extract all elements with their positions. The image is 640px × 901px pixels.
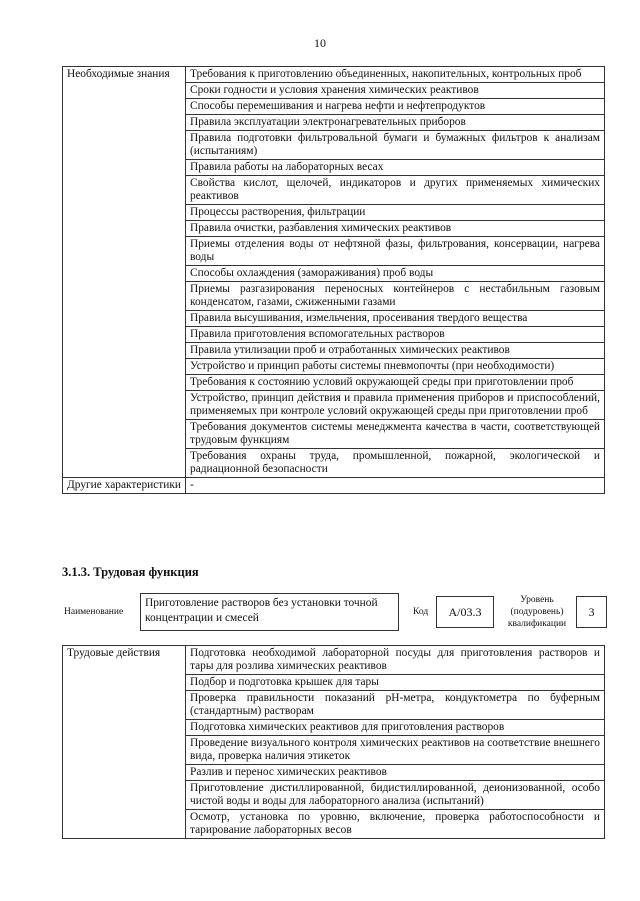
knowledge-item: Способы перемешивания и нагрева нефти и нефтепродуктов bbox=[186, 99, 605, 115]
action-item: Разлив и перенос химических реактивов bbox=[186, 765, 605, 781]
table-row bbox=[63, 646, 605, 675]
knowledge-item: Требования к состоянию условий окружающей среды при приготовлении проб bbox=[186, 375, 605, 391]
knowledge-table bbox=[62, 66, 605, 494]
code-value: A/03.3 bbox=[436, 596, 494, 628]
function-header bbox=[62, 593, 605, 633]
knowledge-item: Правила высушивания, измельчения, просеивания твердого вещества bbox=[186, 311, 605, 327]
level-value: 3 bbox=[576, 596, 607, 628]
knowledge-item: Устройство и принцип работы системы пневмопочты (при необходимости) bbox=[186, 359, 605, 375]
action-item: Подбор и подготовка крышек для тары bbox=[186, 675, 605, 691]
knowledge-item: Правила приготовления вспомогательных растворов bbox=[186, 327, 605, 343]
code-label: Код bbox=[413, 607, 429, 617]
table-row bbox=[63, 67, 605, 83]
name-label: Наименование bbox=[64, 607, 124, 617]
knowledge-item: Правила подготовки фильтровальной бумаги и бумажных фильтров к анализам (испытаниям) bbox=[186, 131, 605, 160]
action-item: Подготовка необходимой лабораторной посуды для приготовления растворов и тары для розлива химических реактивов bbox=[186, 646, 605, 675]
knowledge-item: Приемы разгазирования переносных контейнеров с нестабильным газовым конденсатом, газами, сжиженными газами bbox=[186, 282, 605, 311]
level-label: Уровень (подуровень) квалификации bbox=[507, 595, 567, 629]
other-value: - bbox=[186, 478, 605, 494]
actions-label: Трудовые действия bbox=[63, 646, 186, 839]
knowledge-item: Правила работы на лабораторных весах bbox=[186, 160, 605, 176]
page-number: 10 bbox=[314, 36, 326, 50]
knowledge-label: Необходимые знания bbox=[63, 67, 186, 478]
knowledge-item: Процессы растворения, фильтрации bbox=[186, 205, 605, 221]
actions-table bbox=[62, 645, 605, 839]
knowledge-item: Сроки годности и условия хранения химических реактивов bbox=[186, 83, 605, 99]
knowledge-item: Свойства кислот, щелочей, индикаторов и других применяемых химических реактивов bbox=[186, 176, 605, 205]
name-value: Приготовление растворов без установки точной концентрации и смесей bbox=[140, 593, 399, 631]
knowledge-item: Способы охлаждения (замораживания) проб воды bbox=[186, 266, 605, 282]
action-item: Осмотр, установка по уровню, включение, проверка работоспособности и тарирование лабораторных весов bbox=[186, 810, 605, 839]
section-title: 3.1.3. Трудовая функция bbox=[62, 565, 199, 579]
action-item: Приготовление дистиллированной, бидистиллированной, деионизованной, особо чистой воды и воды для лабораторного анализа (испытаний) bbox=[186, 781, 605, 810]
knowledge-item: Правила эксплуатации электронагревательных приборов bbox=[186, 115, 605, 131]
knowledge-item: Устройство, принцип действия и правила применения приборов и приспособлений, применяемых при контроле условий окружающей среды при приготовлении проб bbox=[186, 391, 605, 420]
action-item: Проведение визуального контроля химических реактивов на соответствие внешнего вида, проверка наличия этикеток bbox=[186, 736, 605, 765]
knowledge-item: Приемы отделения воды от нефтяной фазы, фильтрования, консервации, нагрева воды bbox=[186, 237, 605, 266]
knowledge-item: Правила утилизации проб и отработанных химических реактивов bbox=[186, 343, 605, 359]
action-item: Подготовка химических реактивов для приготовления растворов bbox=[186, 720, 605, 736]
knowledge-item: Требования документов системы менеджмента качества в части, соответствующей трудовым функциям bbox=[186, 420, 605, 449]
table-row bbox=[63, 478, 605, 494]
knowledge-item: Требования к приготовлению объединенных, накопительных, контрольных проб bbox=[186, 67, 605, 83]
knowledge-item: Требования охраны труда, промышленной, пожарной, экологической и радиационной безопасности bbox=[186, 449, 605, 478]
knowledge-item: Правила очистки, разбавления химических реактивов bbox=[186, 221, 605, 237]
action-item: Проверка правильности показаний pH-метра, кондуктометра по буферным (стандартным) растворам bbox=[186, 691, 605, 720]
other-label: Другие характеристики bbox=[63, 478, 186, 494]
